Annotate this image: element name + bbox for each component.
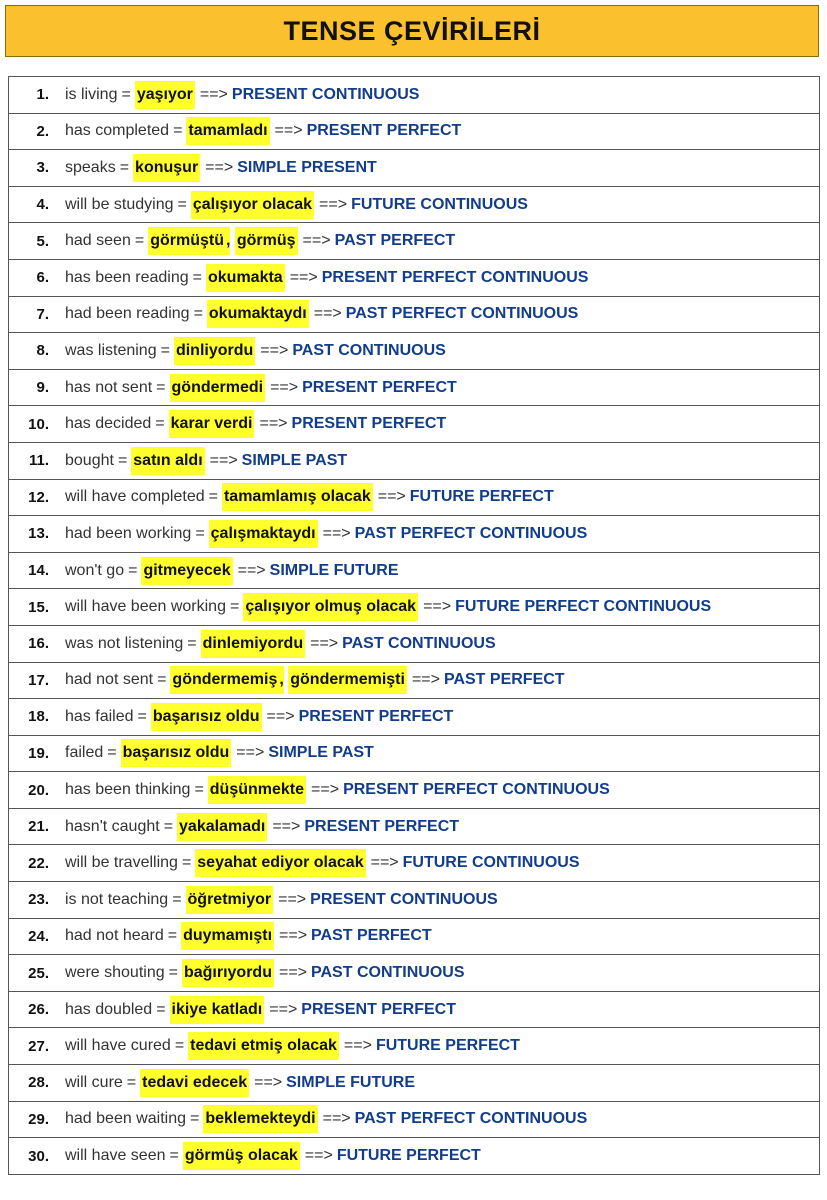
row-content xyxy=(49,776,610,804)
tense-name: FUTURE PERFECT xyxy=(409,488,554,506)
arrow-separator: ==> xyxy=(289,268,318,286)
row-content xyxy=(49,483,554,511)
table-row xyxy=(8,772,820,809)
row-content xyxy=(49,886,498,914)
tense-name: FUTURE PERFECT CONTINUOUS xyxy=(455,598,712,616)
turkish-translation: beklemekteydi xyxy=(203,1105,317,1133)
row-content xyxy=(49,191,528,219)
row-number: 23. xyxy=(28,891,49,909)
arrow-separator: ==> xyxy=(272,817,301,835)
table-row xyxy=(8,736,820,773)
row-content xyxy=(49,1032,520,1060)
row-number: 17. xyxy=(28,671,49,689)
tense-name: PRESENT CONTINUOUS xyxy=(310,890,498,908)
table-row xyxy=(8,553,820,590)
english-phrase: will be travelling xyxy=(65,854,178,872)
english-phrase: had not sent xyxy=(65,671,154,689)
turkish-translation: başarısız oldu xyxy=(121,739,232,767)
tense-name: PRESENT PERFECT xyxy=(302,378,457,396)
turkish-translation: tamamlamış olacak xyxy=(222,483,373,511)
english-phrase: has not sent xyxy=(65,378,153,396)
table-row xyxy=(8,114,820,151)
row-number: 5. xyxy=(36,232,49,250)
tense-name: SIMPLE FUTURE xyxy=(269,561,399,579)
english-phrase: will have seen xyxy=(65,1147,166,1165)
tense-name: PAST CONTINUOUS xyxy=(342,634,496,652)
tense-name: PRESENT PERFECT xyxy=(304,817,460,835)
row-content xyxy=(49,300,578,328)
arrow-separator: ==> xyxy=(423,598,452,616)
tense-name: PRESENT PERFECT CONTINUOUS xyxy=(321,268,589,286)
english-phrase: has completed xyxy=(65,122,170,140)
english-phrase: will cure xyxy=(65,1073,123,1091)
row-content xyxy=(49,593,711,621)
equals-sign: = xyxy=(137,707,147,725)
equals-sign: = xyxy=(121,85,131,103)
turkish-translation: öğretmiyor xyxy=(186,886,274,914)
row-content xyxy=(49,703,453,731)
row-number: 15. xyxy=(28,598,49,616)
table-row xyxy=(8,443,820,480)
arrow-separator: ==> xyxy=(313,305,342,323)
row-content xyxy=(49,557,399,585)
arrow-separator: ==> xyxy=(237,561,266,579)
english-phrase: won't go xyxy=(65,561,125,579)
table-row xyxy=(8,77,820,114)
tense-name: PRESENT PERFECT xyxy=(301,1000,456,1018)
row-content xyxy=(49,959,465,987)
row-content xyxy=(49,227,455,255)
turkish-translation: dinlemiyordu xyxy=(201,630,305,658)
turkish-translation: tedavi edecek xyxy=(140,1069,249,1097)
arrow-separator: ==> xyxy=(343,1037,372,1055)
row-number: 8. xyxy=(36,342,49,360)
english-phrase: hasn't caught xyxy=(65,817,160,835)
equals-sign: = xyxy=(193,305,203,323)
row-number: 22. xyxy=(28,854,49,872)
row-number: 18. xyxy=(28,708,49,726)
equals-sign: = xyxy=(128,561,138,579)
arrow-separator: ==> xyxy=(266,707,295,725)
row-content xyxy=(49,520,587,548)
table-row xyxy=(8,919,820,956)
turkish-translation: ikiye katladı xyxy=(170,996,265,1024)
arrow-separator: ==> xyxy=(209,451,238,469)
turkish-translation: duymamıştı xyxy=(181,922,274,950)
row-number: 4. xyxy=(36,196,49,214)
equals-sign: = xyxy=(167,927,178,945)
turkish-translation: satın aldı xyxy=(131,447,204,475)
turkish-translation: göndermemişti xyxy=(288,666,407,694)
english-phrase: will be studying xyxy=(65,195,174,213)
tense-name: PAST PERFECT CONTINUOUS xyxy=(354,1110,588,1128)
tense-name: PRESENT PERFECT xyxy=(306,122,462,140)
equals-sign: = xyxy=(181,854,192,872)
equals-sign: = xyxy=(107,744,117,762)
table-row xyxy=(8,1028,820,1065)
table-row xyxy=(8,333,820,370)
equals-sign: = xyxy=(208,488,218,506)
tense-name: PAST PERFECT CONTINUOUS xyxy=(354,524,588,542)
row-content xyxy=(49,996,456,1024)
english-phrase: will have been working xyxy=(65,598,226,616)
table-row xyxy=(8,809,820,846)
equals-sign: = xyxy=(160,341,170,359)
row-content xyxy=(49,447,347,475)
turkish-translation: konuşur xyxy=(133,154,200,182)
equals-sign: = xyxy=(194,781,204,799)
row-content xyxy=(49,117,461,145)
arrow-separator: ==> xyxy=(259,415,288,433)
equals-sign: = xyxy=(187,634,197,652)
row-number: 29. xyxy=(28,1110,49,1128)
row-number: 20. xyxy=(28,781,49,799)
row-content xyxy=(49,81,419,109)
row-content xyxy=(49,337,446,365)
tense-name: PRESENT CONTINUOUS xyxy=(231,85,420,103)
table-row xyxy=(8,516,820,553)
table-row xyxy=(8,150,820,187)
turkish-translation: göndermedi xyxy=(170,374,266,402)
tense-name: PRESENT PERFECT xyxy=(291,415,447,433)
arrow-separator: ==> xyxy=(370,854,399,872)
english-phrase: has been reading xyxy=(65,268,189,286)
row-content xyxy=(49,1142,481,1170)
turkish-translation: başarısız oldu xyxy=(151,703,262,731)
arrow-separator: ==> xyxy=(377,488,406,506)
row-number: 21. xyxy=(28,818,49,836)
arrow-separator: ==> xyxy=(260,341,289,359)
turkish-translation: çalışıyor olacak xyxy=(191,191,314,219)
row-number: 2. xyxy=(36,122,49,140)
english-phrase: has decided xyxy=(65,415,152,433)
english-phrase: has failed xyxy=(65,707,134,725)
equals-sign: = xyxy=(155,415,165,433)
row-number: 25. xyxy=(28,964,49,982)
arrow-separator: ==> xyxy=(274,122,303,140)
english-phrase: will have completed xyxy=(65,488,205,506)
row-content xyxy=(49,264,588,292)
page-title: TENSE ÇEVİRİLERİ xyxy=(283,15,541,46)
english-phrase: will have cured xyxy=(65,1037,171,1055)
table-row xyxy=(8,370,820,407)
equals-sign: = xyxy=(173,122,183,140)
row-number: 1. xyxy=(36,86,49,104)
row-content xyxy=(49,1105,587,1133)
tense-name: FUTURE PERFECT xyxy=(375,1037,520,1055)
equals-sign: = xyxy=(163,817,174,835)
arrow-separator: ==> xyxy=(322,524,351,542)
english-phrase: has been thinking xyxy=(65,781,191,799)
row-content xyxy=(49,154,377,182)
turkish-translation: görmüştü xyxy=(148,227,226,255)
row-number: 24. xyxy=(28,927,49,945)
equals-sign: = xyxy=(192,268,202,286)
turkish-translation: dinliyordu xyxy=(174,337,255,365)
equals-sign: = xyxy=(174,1037,185,1055)
equals-sign: = xyxy=(195,524,205,542)
row-content xyxy=(49,374,457,402)
table-row xyxy=(8,187,820,224)
table-row xyxy=(8,955,820,992)
arrow-separator: ==> xyxy=(278,890,307,908)
turkish-translation: gitmeyecek xyxy=(141,557,232,585)
tense-name: PRESENT PERFECT xyxy=(298,707,454,725)
turkish-translation: görmüş xyxy=(235,227,298,255)
equals-sign: = xyxy=(168,964,178,982)
table-row xyxy=(8,1138,820,1175)
turkish-translation: bağırıyordu xyxy=(182,959,274,987)
table-row xyxy=(8,406,820,443)
row-content xyxy=(49,813,459,841)
row-content xyxy=(49,922,432,950)
equals-sign: = xyxy=(229,598,240,616)
turkish-translation: göndermemiş xyxy=(170,666,279,694)
turkish-translation: okumakta xyxy=(206,264,285,292)
equals-sign: = xyxy=(177,195,187,213)
english-phrase: had been waiting xyxy=(65,1110,186,1128)
turkish-translation: yaşıyor xyxy=(135,81,195,109)
equals-sign: = xyxy=(169,1147,179,1165)
turkish-translation: düşünmekte xyxy=(208,776,306,804)
turkish-translation: çalışıyor olmuş olacak xyxy=(243,593,418,621)
arrow-separator: ==> xyxy=(302,232,331,250)
arrow-separator: ==> xyxy=(254,1073,283,1091)
row-number: 9. xyxy=(36,379,49,397)
row-number: 26. xyxy=(28,1001,49,1019)
tense-name: PAST PERFECT xyxy=(334,232,456,250)
tense-table xyxy=(8,76,820,1175)
row-content xyxy=(49,630,496,658)
tense-name: PRESENT PERFECT CONTINUOUS xyxy=(343,781,610,799)
table-row xyxy=(8,663,820,700)
comma-separator: , xyxy=(279,666,283,694)
english-phrase: has doubled xyxy=(65,1000,153,1018)
table-row xyxy=(8,699,820,736)
tense-name: FUTURE CONTINUOUS xyxy=(402,854,580,872)
equals-sign: = xyxy=(189,1110,200,1128)
english-phrase: was listening xyxy=(65,341,157,359)
row-number: 16. xyxy=(28,635,49,653)
turkish-translation: karar verdi xyxy=(169,410,255,438)
english-phrase: was not listening xyxy=(65,634,184,652)
english-phrase: had been working xyxy=(65,524,192,542)
table-row xyxy=(8,882,820,919)
tense-name: PAST PERFECT CONTINUOUS xyxy=(345,305,579,323)
turkish-translation: okumaktaydı xyxy=(207,300,309,328)
english-phrase: bought xyxy=(65,451,114,469)
arrow-separator: ==> xyxy=(304,1147,333,1165)
turkish-translation: çalışmaktaydı xyxy=(209,520,318,548)
table-row xyxy=(8,297,820,334)
turkish-translation: yakalamadı xyxy=(177,813,267,841)
equals-sign: = xyxy=(134,232,145,250)
tense-name: FUTURE CONTINUOUS xyxy=(351,195,528,213)
table-row xyxy=(8,480,820,517)
turkish-translation: tamamladı xyxy=(186,117,269,145)
english-phrase: speaks xyxy=(65,158,116,176)
arrow-separator: ==> xyxy=(199,85,228,103)
table-row xyxy=(8,223,820,260)
english-phrase: were shouting xyxy=(65,964,165,982)
arrow-separator: ==> xyxy=(322,1110,351,1128)
arrow-separator: ==> xyxy=(279,927,308,945)
english-phrase: failed xyxy=(65,744,104,762)
row-number: 28. xyxy=(28,1074,49,1092)
english-phrase: had been reading xyxy=(65,305,190,323)
equals-sign: = xyxy=(157,671,167,689)
table-row xyxy=(8,845,820,882)
arrow-separator: ==> xyxy=(310,634,339,652)
row-number: 10. xyxy=(28,415,49,433)
arrow-separator: ==> xyxy=(319,195,348,213)
turkish-translation: görmüş olacak xyxy=(183,1142,300,1170)
arrow-separator: ==> xyxy=(270,378,299,396)
tense-name: SIMPLE PRESENT xyxy=(237,158,377,176)
row-content xyxy=(49,666,565,694)
row-content xyxy=(49,849,580,877)
row-number: 27. xyxy=(28,1037,49,1055)
english-phrase: is not teaching xyxy=(65,890,169,908)
arrow-separator: ==> xyxy=(311,781,340,799)
arrow-separator: ==> xyxy=(269,1000,298,1018)
tense-name: SIMPLE PAST xyxy=(268,744,374,762)
tense-name: PAST CONTINUOUS xyxy=(311,964,465,982)
tense-name: SIMPLE PAST xyxy=(241,451,348,469)
tense-name: PAST CONTINUOUS xyxy=(292,341,446,359)
arrow-separator: ==> xyxy=(278,964,308,982)
row-content xyxy=(49,410,446,438)
equals-sign: = xyxy=(156,1000,166,1018)
row-content xyxy=(49,739,374,767)
tense-name: SIMPLE FUTURE xyxy=(286,1073,416,1091)
turkish-translation: seyahat ediyor olacak xyxy=(195,849,365,877)
arrow-separator: ==> xyxy=(236,744,265,762)
tense-name: FUTURE PERFECT xyxy=(336,1147,481,1165)
equals-sign: = xyxy=(156,378,166,396)
equals-sign: = xyxy=(119,158,130,176)
table-row xyxy=(8,626,820,663)
row-number: 13. xyxy=(28,525,49,543)
english-phrase: is living xyxy=(65,85,118,103)
table-row xyxy=(8,1065,820,1102)
arrow-separator: ==> xyxy=(205,158,234,176)
tense-name: PAST PERFECT xyxy=(311,927,432,945)
row-number: 6. xyxy=(36,269,49,287)
row-number: 3. xyxy=(36,159,49,177)
turkish-translation: tedavi etmiş olacak xyxy=(188,1032,339,1060)
english-phrase: had not heard xyxy=(65,927,164,945)
comma-separator: , xyxy=(226,227,230,255)
tense-name: PAST PERFECT xyxy=(443,671,565,689)
table-row xyxy=(8,1102,820,1139)
table-row xyxy=(8,260,820,297)
row-number: 14. xyxy=(28,562,49,580)
equals-sign: = xyxy=(172,890,182,908)
row-number: 30. xyxy=(28,1147,49,1165)
equals-sign: = xyxy=(117,451,128,469)
row-number: 7. xyxy=(36,305,49,323)
row-number: 19. xyxy=(28,744,49,762)
row-number: 12. xyxy=(28,488,49,506)
row-content xyxy=(49,1069,415,1097)
equals-sign: = xyxy=(126,1073,137,1091)
english-phrase: had seen xyxy=(65,232,131,250)
page-header xyxy=(5,5,819,57)
table-row xyxy=(8,992,820,1029)
table-row xyxy=(8,589,820,626)
arrow-separator: ==> xyxy=(411,671,440,689)
row-number: 11. xyxy=(28,452,49,470)
